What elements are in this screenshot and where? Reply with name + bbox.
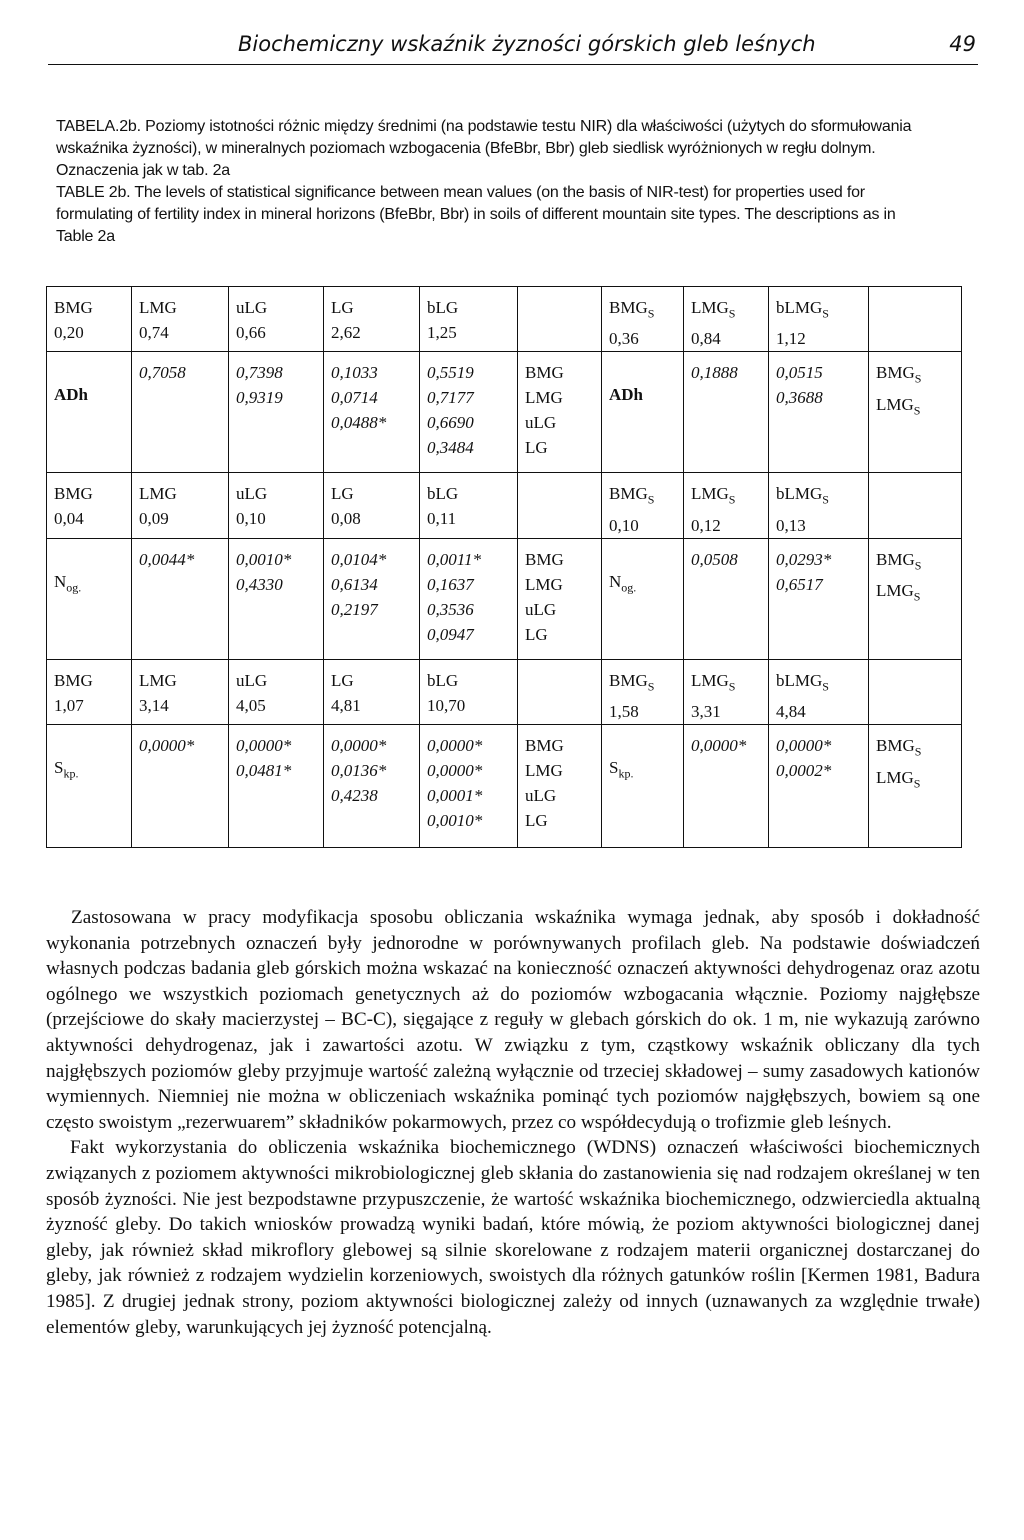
value-list [420, 725, 517, 833]
table-value: 0,1888 [691, 363, 738, 383]
table-value: $LMG_S$ [876, 581, 921, 604]
comparison-labels [869, 725, 961, 796]
values-cell [229, 352, 324, 473]
values-cell [684, 725, 769, 848]
values-cell [324, 538, 420, 659]
table-value: 0,1033 [331, 363, 378, 383]
comparison-labels [869, 352, 961, 423]
value-list [684, 352, 768, 385]
table-value: uLG [525, 413, 557, 433]
variant-name: BMG [54, 484, 93, 504]
property-cell [602, 538, 684, 659]
page-number: 49 [949, 32, 976, 56]
value-list [420, 539, 517, 647]
mean-value: 0,04 [54, 509, 84, 529]
mean-value: 4,05 [236, 695, 266, 715]
labels-cell [518, 352, 602, 473]
value-list [132, 725, 228, 758]
table-value: 0,0947 [427, 624, 474, 644]
value-list [420, 352, 517, 460]
table-value: LG [525, 624, 548, 644]
mean-cell [769, 659, 869, 724]
table-value: 0,7398 [236, 363, 283, 383]
mean-cell [47, 473, 132, 538]
table-value: 0,0000* [427, 736, 483, 756]
mean-value: 10,70 [427, 695, 466, 715]
variant-name: LMG [139, 484, 177, 504]
mean-value: 0,10 [609, 515, 639, 535]
value-list [229, 539, 323, 597]
variant-name: uLG [236, 484, 268, 504]
table-caption [56, 116, 926, 248]
significance-row [47, 538, 962, 659]
value-list [324, 539, 419, 622]
table-value: 0,0011* [427, 549, 481, 569]
variant-name: bLG [427, 484, 459, 504]
table-value: $BMG_S$ [876, 549, 922, 573]
table-value: 0,0002* [776, 761, 832, 781]
table-value: BMG [525, 363, 564, 383]
value-list [769, 539, 868, 597]
significance-row [47, 352, 962, 473]
variant-name: $LMG_S$ [691, 670, 736, 694]
values-cell [769, 725, 869, 848]
value-list [324, 725, 419, 808]
table-value: 0,0515 [776, 363, 823, 383]
table-value: 0,0000* [331, 736, 387, 756]
mean-cell [324, 287, 420, 352]
table-value: 0,7058 [139, 363, 186, 383]
value-list [132, 539, 228, 572]
property-cell [47, 352, 132, 473]
table-value: 0,0001* [427, 786, 483, 806]
variant-name: LG [331, 670, 354, 690]
means-row [47, 473, 962, 538]
table-value: 0,0481* [236, 761, 292, 781]
table-value: 0,0104* [331, 549, 387, 569]
property-cell [47, 538, 132, 659]
property-cell [602, 725, 684, 848]
table-value: 0,5519 [427, 363, 474, 383]
table-value: 0,0000* [776, 736, 832, 756]
labels-cell [869, 538, 962, 659]
table-value: 0,7177 [427, 388, 474, 408]
mean-value: 0,74 [139, 323, 169, 342]
variant-name: $BMG_S$ [609, 298, 655, 321]
table-value: 0,0000* [427, 761, 483, 781]
table-value: $LMG_S$ [876, 394, 921, 418]
labels-cell [869, 352, 962, 473]
mean-cell [602, 473, 684, 538]
variant-name: bLG [427, 298, 459, 317]
value-list [769, 725, 868, 783]
table-value: LMG [525, 574, 563, 594]
mean-value: 0,09 [139, 509, 169, 529]
mean-value: 0,20 [54, 323, 84, 342]
property-label: ADh [609, 385, 644, 405]
variant-name: BMG [54, 670, 93, 690]
empty-cell [869, 287, 962, 352]
mean-value: 0,11 [427, 509, 457, 529]
mean-cell [420, 287, 518, 352]
comparison-labels [869, 539, 961, 610]
variant-name: $LMG_S$ [691, 484, 736, 507]
value-list [684, 725, 768, 758]
mean-value: 1,58 [609, 702, 639, 722]
comparison-labels [518, 539, 601, 647]
table-value: 0,0010* [427, 811, 483, 831]
empty-cell [869, 473, 962, 538]
values-cell [324, 725, 420, 848]
variant-name: LMG [139, 670, 177, 690]
mean-cell [132, 473, 229, 538]
values-cell [229, 725, 324, 848]
table-value: LG [525, 811, 548, 831]
body-text [46, 905, 980, 1340]
table-value: 0,1637 [427, 574, 474, 594]
table-value: $LMG_S$ [876, 767, 921, 790]
values-cell [420, 352, 518, 473]
paragraph: Zastosowana w pracy modyfikacja sposobu obliczania wskaźnika wymaga jednak, aby sposób i dokładność wykonania potrzebnych oznaczeń były jednorodne w porównywanych profilach gleb. Na podstawie doświadczeń własnych podczas badania gleb górskich można wskazać na konieczność oznaczeń aktywności dehydrogenaz oraz azotu ogólnego we wszystkich poziomach genetycznych aż do poziomów wzbogacania włącznie. Poziomy najgłębsze (przejściowe do skały macierzystej – BC-C), sięgające z reguły w glebach górskich do ok. 1 m, nie wykazują zarówno aktywności dehydrogenaz, jak i zawartości azotu. W związku z tym, cząstkowy wskaźnik obliczany dla tych najgłębszych poziomów gleby przyjmuje wartość zależną wyłącznie od trzeciej składowej – sumy zasadowych kationów wymiennych. Niemniej nie można w obliczeniach wskaźnika pominąć tych poziomów najgłębszych, bowiem są one często swoistym „rezerwuarem” składników pokarmowych, przez co współdecydują o trofizmie gleb leśnych. [46, 907, 980, 1133]
property-label: ADh [54, 385, 89, 405]
variant-name: $BMG_S$ [609, 670, 655, 694]
empty-cell [518, 659, 602, 724]
mean-value: 0,13 [776, 515, 806, 535]
variant-name: bLMG$_S$ [776, 484, 829, 507]
value-list [769, 352, 868, 410]
mean-value: 0,36 [609, 329, 639, 349]
mean-value: 3,31 [691, 702, 721, 722]
table-value: 0,3688 [776, 388, 823, 408]
variant-name: $LMG_S$ [691, 298, 736, 321]
table-value: $BMG_S$ [876, 736, 922, 759]
table-value: 0,0000* [139, 736, 195, 756]
table-value: 0,4330 [236, 574, 283, 594]
mean-cell [229, 287, 324, 352]
values-cell [684, 352, 769, 473]
property-cell [47, 725, 132, 848]
value-list [229, 352, 323, 410]
mean-cell [229, 473, 324, 538]
mean-value: 0,10 [236, 509, 266, 529]
mean-value: 1,25 [427, 323, 457, 342]
means-row [47, 659, 962, 724]
mean-cell [132, 287, 229, 352]
means-row [47, 287, 962, 352]
table-value: $BMG_S$ [876, 363, 922, 386]
mean-value: 0,08 [331, 509, 361, 529]
paragraph: Fakt wykorzystania do obliczenia wskaźnika biochemicznego (WDNS) oznaczeń właściwości biochemicznych związanych z poziomem aktywności mikrobiologicznej gleb skłania do zastanowienia się nad rodzajem określanej w ten sposób żyzności. Nie jest bezpodstawne przypuszczenie, że wartość wskaźnika biochemicznego, odzwierciedla aktualną żyzność gleby. Do takich wniosków prowadzą wyniki badań, które mówią, że poziom aktywności biologicznej danej gleby, jak również skład mikroflory glebowej są silnie skorelowane z rodzajem materii organicznej dostarczanej do gleby, jak również z rodzajem wydzielin korzeniowych, swoistych dla różnych gatunków roślin [Kermen 1981, Badura 1985]. Z drugiej jednak strony, poziom aktywności biologicznej zależy od innych (uznawanych za względnie trwałe) elementów gleby, warunkujących jej żyzność potencjalną. [46, 1137, 980, 1338]
table-value: 0,6690 [427, 413, 474, 433]
variant-name: LG [331, 298, 354, 317]
labels-cell [518, 538, 602, 659]
values-cell [132, 538, 229, 659]
table-value: LMG [525, 761, 563, 781]
table-value: LG [525, 438, 548, 458]
mean-cell [684, 473, 769, 538]
mean-cell [324, 473, 420, 538]
mean-cell [769, 473, 869, 538]
mean-cell [47, 287, 132, 352]
property-label: $N_{og.}$ [609, 571, 637, 595]
table-value: 0,0000* [691, 736, 747, 756]
values-cell [420, 538, 518, 659]
mean-value: 4,84 [776, 702, 806, 722]
variant-name: bLMG$_S$ [776, 298, 829, 321]
caption-polish: TABELA.2b. Poziomy istotności różnic między średnimi (na podstawie testu NIR) dla właściwości (użytych do sformułowania wskaźnika żyzności), w mineralnych poziomach wzbogacenia (BfeBbr, Bbr) gleb siedlisk wyróżnionych w regłu dolnym. Oznaczenia jak w tab. 2a [56, 118, 912, 179]
variant-name: LMG [139, 298, 177, 317]
values-cell [132, 352, 229, 473]
mean-cell [684, 287, 769, 352]
table-value: 0,0714 [331, 388, 378, 408]
labels-cell [518, 725, 602, 848]
property-label: $N_{og.}$ [54, 571, 82, 595]
running-header [48, 30, 978, 65]
comparison-labels [518, 725, 601, 833]
table-value: 0,4238 [331, 786, 378, 806]
mean-cell [420, 659, 518, 724]
variant-name: bLMG$_S$ [776, 670, 829, 694]
values-cell [420, 725, 518, 848]
variant-name: BMG [54, 298, 93, 317]
labels-cell [869, 725, 962, 848]
mean-value: 0,84 [691, 329, 721, 349]
empty-cell [869, 659, 962, 724]
variant-name: uLG [236, 670, 268, 690]
running-title: Biochemiczny wskaźnik żyzności górskich gleb leśnych [238, 32, 816, 56]
mean-cell [684, 659, 769, 724]
mean-cell [47, 659, 132, 724]
variant-name: uLG [236, 298, 268, 317]
table-value: 0,2197 [331, 599, 378, 619]
significance-row [47, 725, 962, 848]
table-value: 0,0044* [139, 549, 195, 569]
values-cell [684, 538, 769, 659]
mean-cell [769, 287, 869, 352]
values-cell [229, 538, 324, 659]
mean-cell [132, 659, 229, 724]
value-list [324, 352, 419, 435]
mean-value: 0,12 [691, 515, 721, 535]
significance-table [46, 286, 962, 848]
table-value: LMG [525, 388, 563, 408]
values-cell [324, 352, 420, 473]
mean-value: 2,62 [331, 323, 361, 342]
mean-value: 1,12 [776, 329, 806, 349]
mean-value: 3,14 [139, 695, 169, 715]
table-value: 0,0293* [776, 549, 832, 569]
table-value: BMG [525, 736, 564, 756]
property-label: $S_{kp.}$ [54, 758, 79, 781]
mean-cell [420, 473, 518, 538]
variant-name: LG [331, 484, 354, 504]
empty-cell [518, 287, 602, 352]
table-value: 0,3484 [427, 438, 474, 458]
table-value: uLG [525, 599, 557, 619]
comparison-labels [518, 352, 601, 460]
table-value: 0,0000* [236, 736, 292, 756]
table-value: 0,6517 [776, 574, 823, 594]
mean-cell [602, 287, 684, 352]
mean-cell [229, 659, 324, 724]
variant-name: bLG [427, 670, 459, 690]
table-value: 0,3536 [427, 599, 474, 619]
table-value: 0,0136* [331, 761, 387, 781]
table-value: 0,9319 [236, 388, 283, 408]
variant-name: $BMG_S$ [609, 484, 655, 507]
mean-value: 1,07 [54, 695, 84, 715]
table-value: 0,0010* [236, 549, 292, 569]
mean-cell [324, 659, 420, 724]
caption-english: TABLE 2b. The levels of statistical significance between mean values (on the basis of NIR-test) for properties used for formulating of fertility index in mineral horizons (BfeBbr, Bbr) in soils of different mountain site types. The descriptions as in Table 2a [56, 184, 896, 245]
values-cell [769, 538, 869, 659]
values-cell [132, 725, 229, 848]
table-value: uLG [525, 786, 557, 806]
mean-cell [602, 659, 684, 724]
table-value: BMG [525, 549, 564, 569]
table-value: 0,0508 [691, 549, 738, 569]
values-cell [769, 352, 869, 473]
value-list [132, 352, 228, 385]
mean-value: 0,66 [236, 323, 266, 342]
value-list [684, 539, 768, 572]
property-cell [602, 352, 684, 473]
value-list [229, 725, 323, 783]
mean-value: 4,81 [331, 695, 361, 715]
empty-cell [518, 473, 602, 538]
table-value: 0,0488* [331, 413, 387, 433]
table-value: 0,6134 [331, 574, 378, 594]
property-label: $S_{kp.}$ [609, 758, 634, 781]
